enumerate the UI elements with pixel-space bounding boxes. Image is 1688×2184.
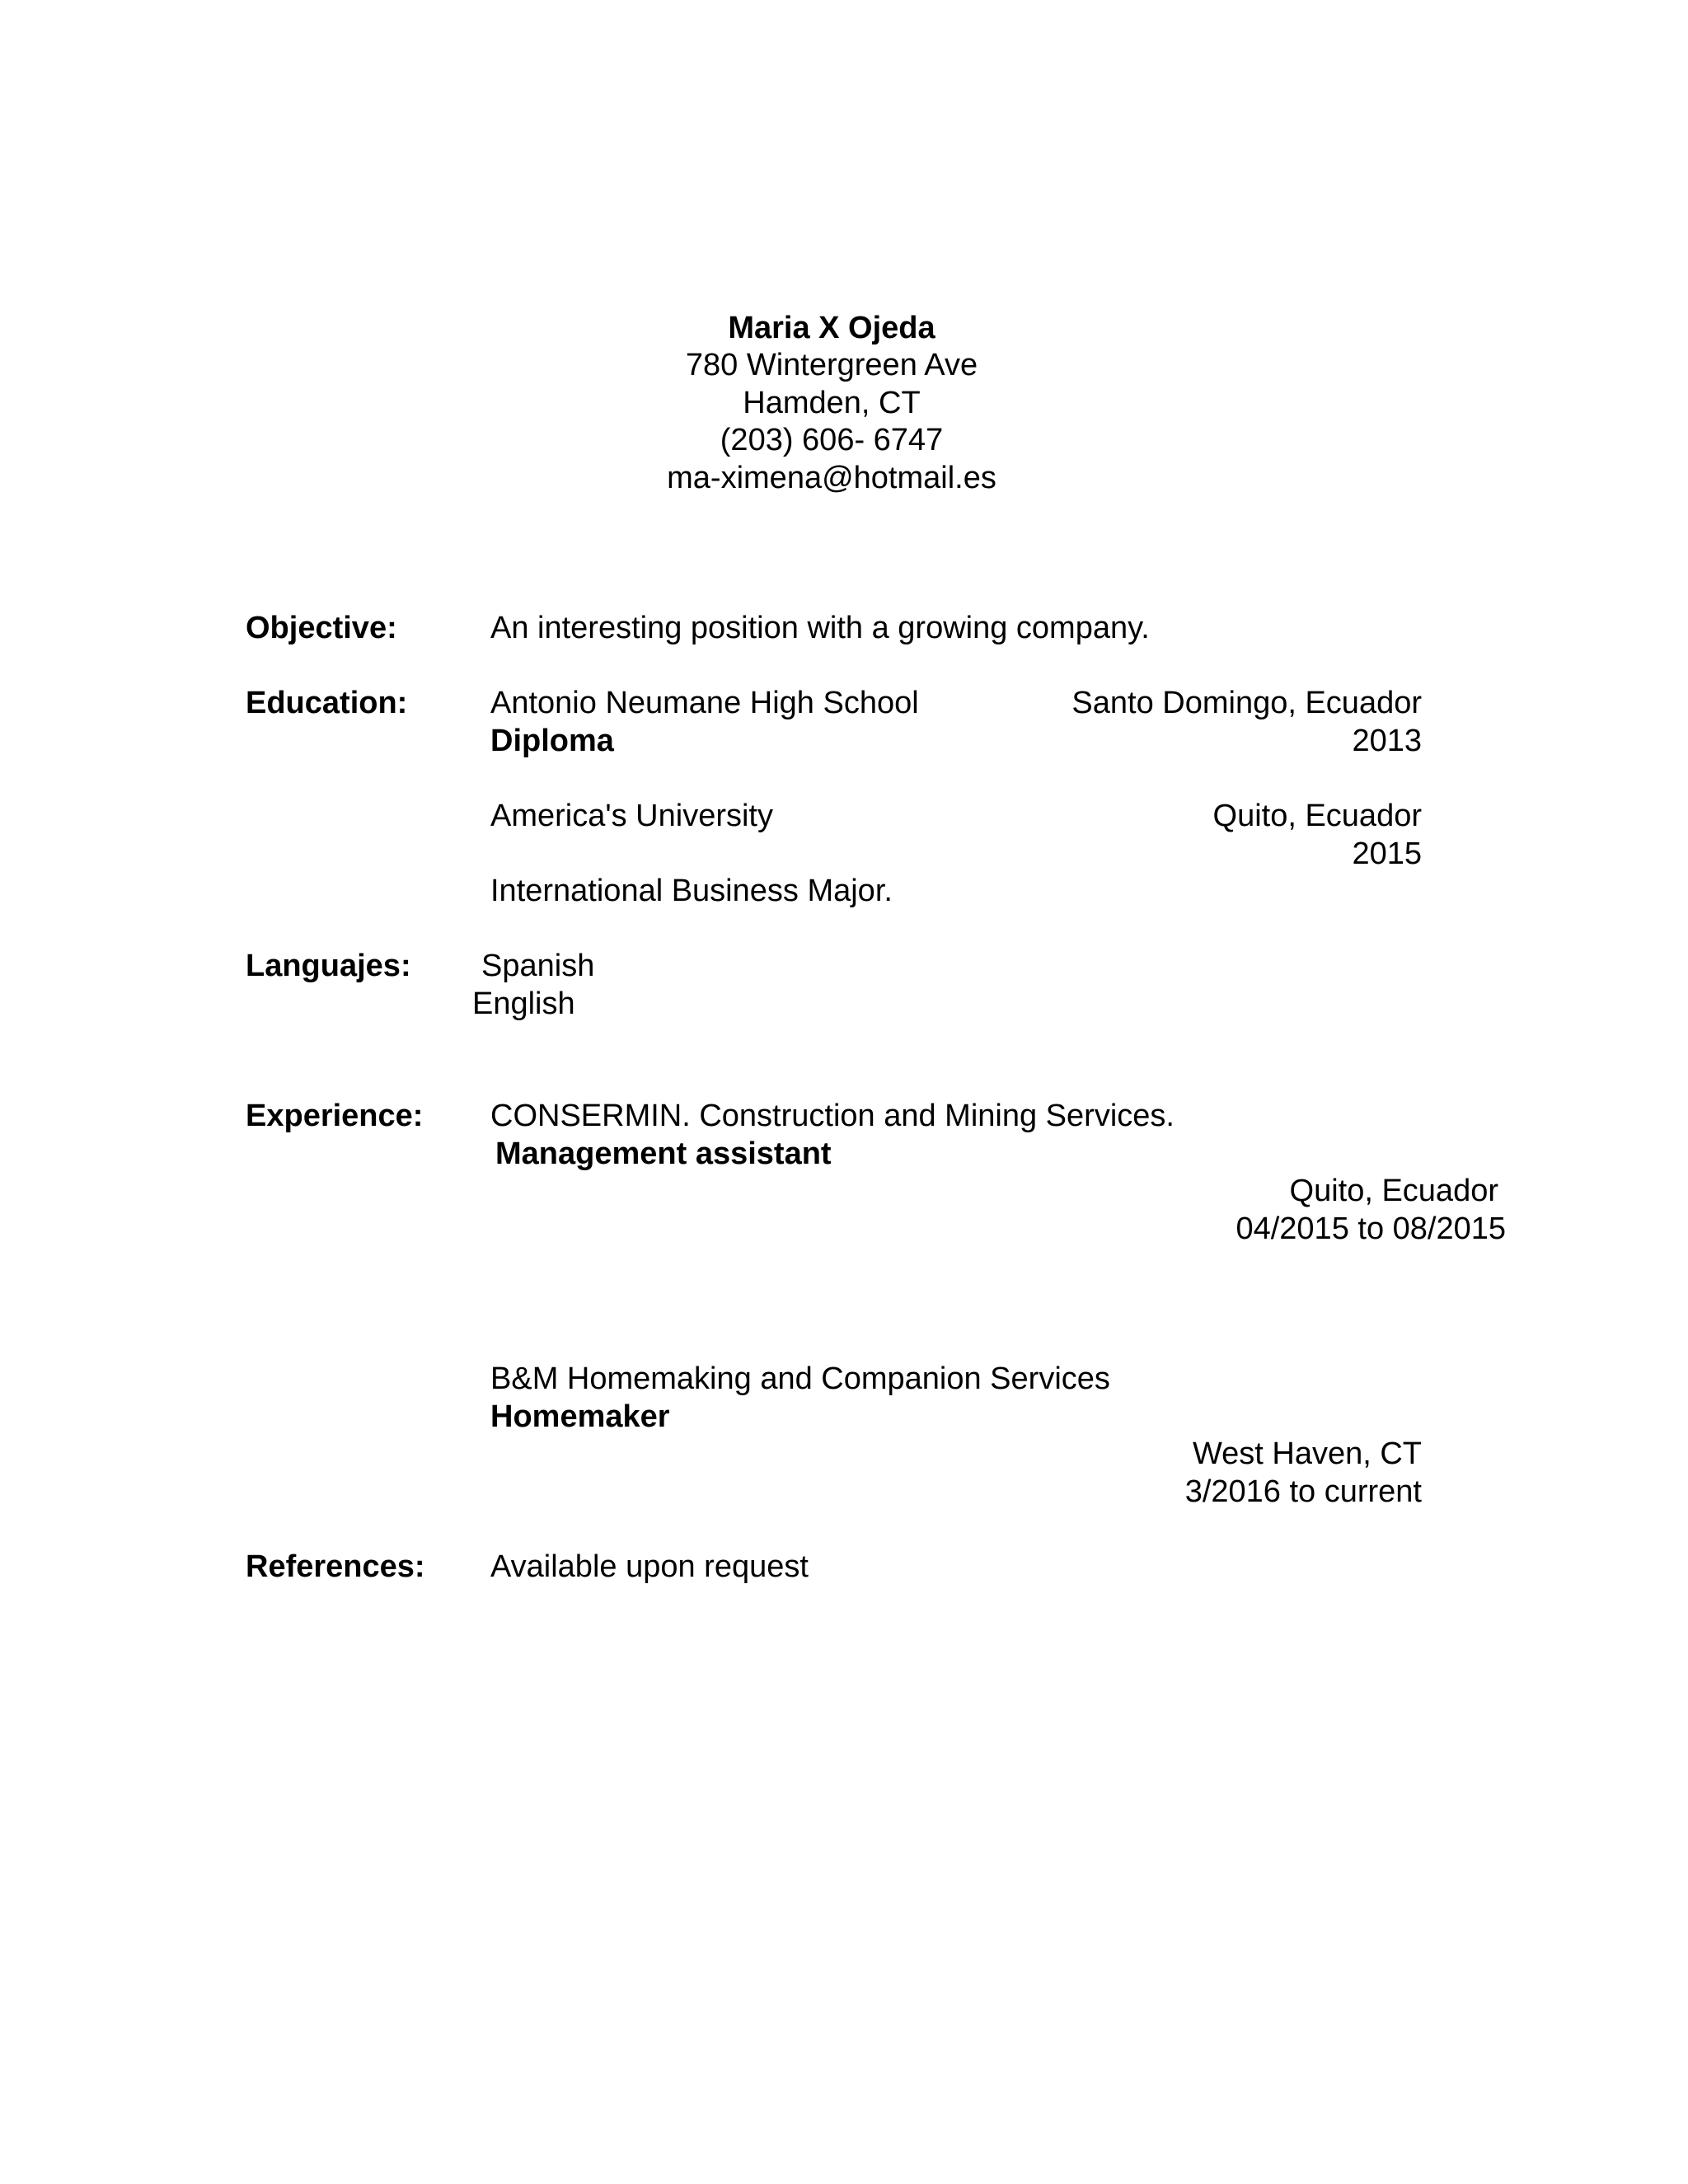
language-item: Spanish [481,949,595,983]
education-year: 2015 [1352,837,1422,871]
references-text: Available upon request [490,1549,809,1584]
education-school: America's University [490,799,773,833]
education-year: 2013 [1352,724,1422,758]
languages-label: Languajes: [246,949,411,983]
references-label: References: [246,1549,425,1584]
objective-label: Objective: [246,611,397,645]
experience-location: West Haven, CT [1192,1436,1422,1471]
objective-text: An interesting position with a growing company. [490,611,1150,645]
experience-location: Quito, Ecuador [1289,1174,1498,1208]
education-location: Santo Domingo, Ecuador [1071,686,1422,720]
address-street: 780 Wintergreen Ave [685,348,978,382]
education-major: International Business Major. [490,874,893,908]
education-label: Education: [246,686,408,720]
address-city: Hamden, CT [743,386,921,420]
phone-number: (203) 606- 6747 [720,423,944,457]
education-credential: Diploma [490,724,614,758]
experience-title: Homemaker [490,1399,670,1434]
experience-company: CONSERMIN. Construction and Mining Services. [490,1099,1175,1133]
experience-title: Management assistant [495,1137,832,1171]
language-item: English [472,987,575,1021]
experience-label: Experience: [246,1099,424,1133]
education-location: Quito, Ecuador [1212,799,1422,833]
education-school: Antonio Neumane High School [490,686,919,720]
experience-dates: 3/2016 to current [1184,1474,1422,1509]
experience-company: B&M Homemaking and Companion Services [490,1361,1110,1396]
resume-name: Maria X Ojeda [728,311,935,345]
email-address: ma-ximena@hotmail.es [667,461,996,495]
experience-dates: 04/2015 to 08/2015 [1236,1212,1506,1246]
